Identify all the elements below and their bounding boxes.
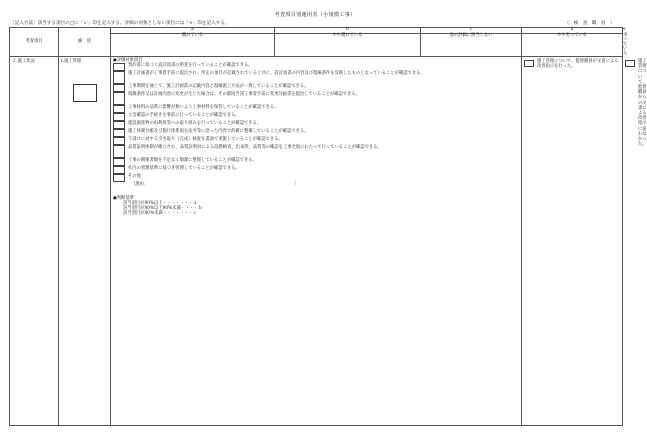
header-row-labels: 優れている やや優れている 他の評価に該当しない やや劣っている 劣っている	[10, 33, 623, 57]
checkbox[interactable]	[113, 174, 125, 182]
criteria-item: 工事期間を通じて、施工計画書の記載内容と現場施工方法が一致していることが確認できる。	[113, 84, 519, 92]
grade-d: d	[522, 28, 623, 34]
criteria-item: 品質証明体制が確立され、品質証明員による段階検査、出来形、品質等の確認を工事全般にわたって行っていることが確認できる。	[113, 145, 519, 158]
checkbox[interactable]	[113, 92, 125, 105]
criteria-block	[111, 57, 521, 217]
page-title: 考査項目別運用表（小規模工事）	[274, 12, 356, 18]
grade-label-c: 他の評価に該当しない	[421, 33, 522, 57]
criteria-item: 建設副産物の再利用等への取り組みを行っていることが確認できる。	[113, 121, 519, 129]
criteria-item: 工事の関係書類を不足なく簡潔に整理していることが確認できる。	[113, 158, 519, 166]
judgement-block	[113, 196, 519, 216]
checkbox[interactable]	[113, 63, 125, 71]
subitem-cell	[59, 57, 111, 426]
criteria-item: 契約書に基づく設計図書の照査を行っていることが確認できる。	[113, 63, 519, 71]
grade-d-cell	[522, 57, 623, 426]
criteria-heading: ●評価対象項目	[113, 58, 143, 63]
criteria-item: 施工計画書が工事着手前に提出され、所定の項目が記載されていると共に、設計図書の内容及び現場条件を反映したものとなっていることが確認できる。	[113, 71, 519, 84]
body-row	[10, 57, 623, 426]
criteria-item: 施工体制台帳及び施行体系図を法令等に沿った内容で的確に整備していることが確認できる。	[113, 129, 519, 137]
criteria-cell	[111, 57, 522, 426]
criteria-item: 工事材料の品質に影響が無いよう工事材料を保管していることが確認できる。	[113, 105, 519, 113]
checkbox[interactable]	[113, 129, 125, 137]
header-subitem: 細 別	[59, 28, 111, 57]
grade-a: a	[111, 28, 275, 34]
checkbox[interactable]	[113, 137, 125, 145]
judgement-heading: ●判断基準	[113, 196, 134, 202]
judgement-line: 該当項目が90%以上・・・・・・・ａ	[123, 201, 198, 207]
grade-c: c	[421, 28, 522, 34]
checkbox[interactable]	[113, 166, 125, 174]
item-cell: ２.施工状況	[10, 57, 59, 426]
grade-label-d: やや劣っている	[522, 33, 623, 57]
criteria-item: 社内の管理基準に基づき管理していることが確認できる。	[113, 166, 519, 174]
grade-d-item: 施工管理について、監督職員が文書による改善指示を行った。	[522, 57, 622, 69]
checkbox[interactable]	[113, 158, 125, 166]
checkbox[interactable]	[113, 113, 125, 121]
header-row-grades: 考査項目 細 別 a b c d e	[10, 28, 623, 34]
checkbox[interactable]	[524, 60, 534, 67]
instruction-text: ［記入方法］該当する項目の□に「レ」印を記入する。評価の対象としない項目には「×」印を記入する。	[10, 21, 230, 26]
grade-label-a: 優れている	[111, 33, 275, 57]
criteria-item: 下請けに対する引き取り（完成）検査を書面で実施していることが確認できる。	[113, 137, 519, 145]
checkbox[interactable]	[113, 121, 125, 129]
grade-b: b	[275, 28, 421, 34]
checkbox[interactable]	[113, 145, 125, 158]
checkbox[interactable]	[625, 60, 635, 67]
judgement-line: 該当項目が80%以上90%未満・・・・ｂ	[123, 206, 203, 212]
judgement-line: 該当項目が80%未満・・・・・・・ｃ	[123, 211, 198, 217]
subitem-label: Ⅰ.施工管理	[61, 59, 82, 64]
grade-label-b: やや優れている	[275, 33, 421, 57]
header-item: 考査項目	[10, 28, 59, 57]
grade-e-item: 施工管理について、監督職員からの文書による改善指示に従わなかった。	[623, 57, 627, 147]
checkbox[interactable]	[113, 105, 125, 113]
criteria-item: 立会確認の手続きを事前に行っていることが確認できる。	[113, 113, 519, 121]
checkbox[interactable]	[113, 84, 125, 92]
checkbox[interactable]	[113, 71, 125, 84]
criteria-item: 現場条件又は計画内容に変更が生じた場合は、その都度当該工事着手前に変更計画書を提出していることが確認できる。	[113, 92, 519, 105]
inspector-label: （ 検 査 職 員 ）	[564, 21, 616, 26]
evaluation-table	[9, 27, 647, 426]
reason-line[interactable]: ［理由： ］	[131, 182, 299, 188]
grade-entry-box[interactable]	[73, 84, 97, 102]
criteria-item: その他	[113, 174, 519, 182]
